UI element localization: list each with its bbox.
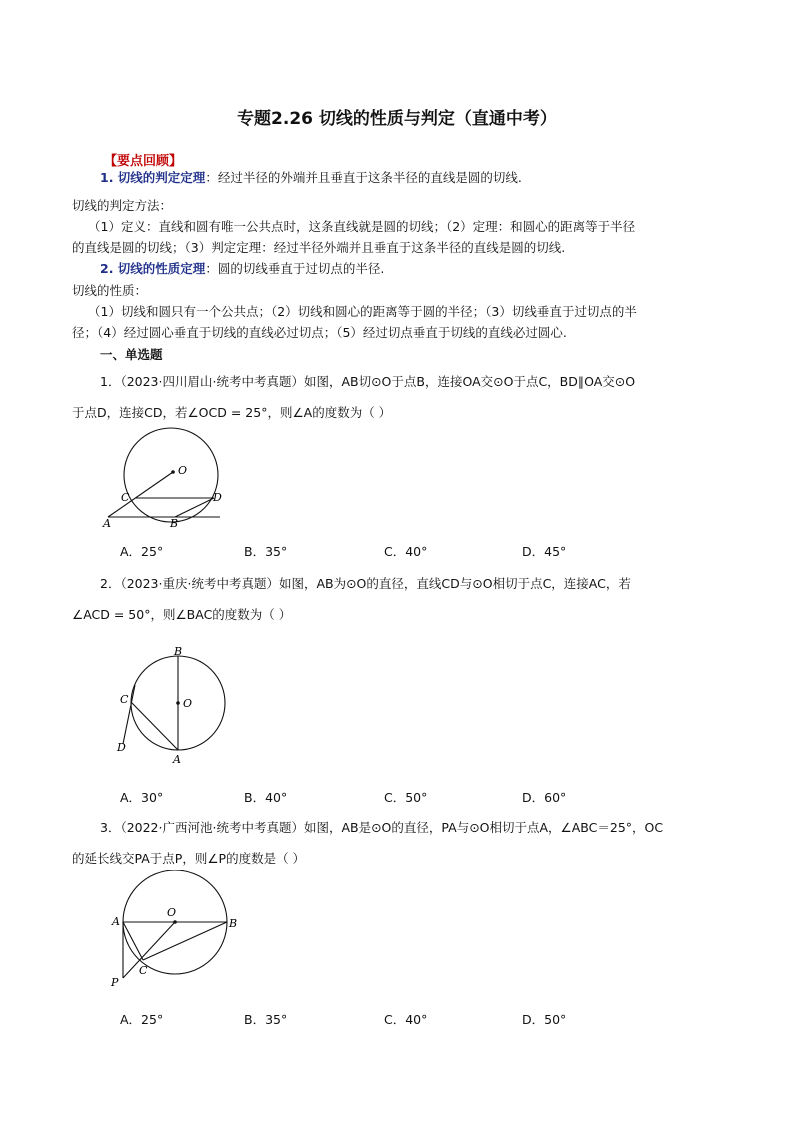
question-1-line-2: 于点D，连接CD，若∠OCD = 25°，则∠A的度数为（ ）: [72, 405, 392, 420]
question-3-figure: [105, 870, 245, 995]
review-heading: 【要点回顾】: [104, 154, 183, 169]
figure-label: B: [174, 645, 183, 658]
figure-label: C: [121, 491, 130, 504]
figure-label: O: [167, 906, 177, 919]
point-1-text: ：经过半径的外端并且垂直于这条半径的直线是圆的切线.: [205, 170, 522, 185]
option-c[interactable]: C．50°: [384, 790, 428, 805]
section-single-choice: 一、单选题: [100, 347, 163, 362]
figure-label: C: [120, 693, 129, 706]
point-2-text: ：圆的切线垂直于过切点的半径.: [205, 261, 385, 276]
page-title: 专题2.26 切线的性质与判定（直通中考）: [237, 109, 557, 129]
figure-label: A: [112, 915, 120, 928]
point-2-label: 2. 切线的性质定理: [100, 261, 206, 276]
figure-label: C: [139, 964, 148, 977]
option-d[interactable]: D．50°: [522, 1012, 567, 1027]
point-1: [100, 168, 522, 188]
option-d[interactable]: D．45°: [522, 544, 567, 559]
segment-bc: [143, 922, 227, 960]
method-line-1: （1）定义：直线和圆有唯一公共点时，这条直线就是圆的切线；（2）定理：和圆心的距离等于半径: [88, 219, 636, 234]
segment-ac: [131, 702, 178, 750]
question-3-line-2: 的延长线交PA于点P，则∠P的度数是（ ）: [72, 851, 306, 866]
option-b[interactable]: B．35°: [244, 1012, 288, 1027]
option-b[interactable]: B．40°: [244, 790, 288, 805]
center-dot: [176, 701, 180, 705]
segment-ac: [123, 922, 143, 960]
property-heading: 切线的性质：: [72, 283, 148, 298]
center-dot: [173, 920, 177, 924]
figure-label: O: [183, 697, 193, 710]
question-3-line-1: 3．（2022·广西河池·统考中考真题）如图，AB是⊙O的直径，PA与⊙O相切于点A，∠ABC＝25°，OC: [100, 820, 664, 835]
segment-bd: [175, 498, 214, 517]
center-dot: [171, 470, 175, 474]
figure-label: P: [111, 976, 119, 989]
method-line-2: 的直线是圆的切线；（3）判定定理：经过半径外端并且垂直于这条半径的直线是圆的切线.: [72, 240, 566, 255]
figure-label: O: [178, 464, 188, 477]
question-2-line-2: ∠ACD = 50°，则∠BAC的度数为（ ）: [72, 607, 292, 622]
option-a[interactable]: A．25°: [120, 1012, 164, 1027]
figure-label: B: [170, 517, 179, 530]
option-a[interactable]: A．30°: [120, 790, 164, 805]
question-1-figure: [100, 425, 230, 530]
figure-label: A: [173, 753, 181, 766]
option-c[interactable]: C．40°: [384, 544, 428, 559]
point-2: [100, 259, 384, 279]
question-2-figure: [110, 640, 240, 768]
property-line-2: 径；（4）经过圆心垂直于切线的直线必过切点；（5）经过切点垂直于切线的直线必过圆心.: [72, 325, 567, 340]
option-d[interactable]: D．60°: [522, 790, 567, 805]
option-c[interactable]: C．40°: [384, 1012, 428, 1027]
option-b[interactable]: B．35°: [244, 544, 288, 559]
property-line-1: （1）切线和圆只有一个公共点；（2）切线和圆心的距离等于圆的半径；（3）切线垂直于过切点的半: [88, 304, 637, 319]
figure-label: A: [103, 517, 111, 530]
question-2-line-1: 2．（2023·重庆·统考中考真题）如图，AB为⊙O的直径，直线CD与⊙O相切于点C，连接AC，若: [100, 576, 631, 591]
figure-label: D: [117, 741, 126, 754]
figure-label: B: [229, 917, 238, 930]
option-a[interactable]: A．25°: [120, 544, 164, 559]
point-1-label: 1. 切线的判定定理: [100, 170, 206, 185]
question-1-line-1: 1．（2023·四川眉山·统考中考真题）如图，AB切⊙O于点B，连接OA交⊙O于点C，BD∥OA交⊙O: [100, 374, 636, 389]
circle-o: [124, 428, 218, 522]
figure-label: D: [213, 491, 222, 504]
method-heading: 切线的判定方法：: [72, 198, 173, 213]
